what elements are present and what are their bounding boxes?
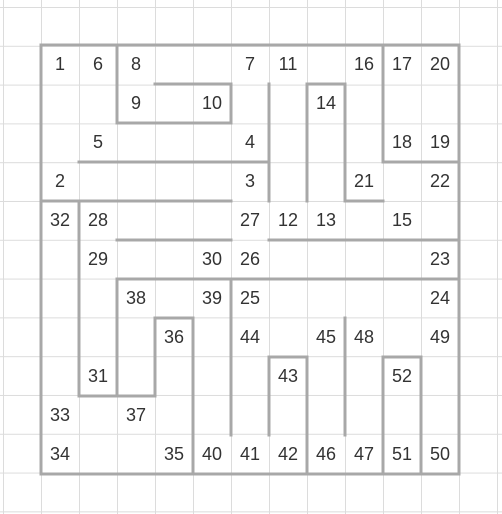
cell-number-5: 5 [92,132,103,152]
cell-number-13: 13 [315,210,337,230]
cell-number-41: 41 [239,444,261,464]
cell-number-30: 30 [201,249,223,269]
cell-number-47: 47 [353,444,375,464]
cell-number-46: 46 [315,444,337,464]
cell-number-1: 1 [54,54,65,74]
cell-number-49: 49 [429,327,451,347]
cell-number-12: 12 [277,210,299,230]
cell-number-26: 26 [239,249,261,269]
cell-number-45: 45 [315,327,337,347]
cell-number-40: 40 [201,444,223,464]
cell-number-21: 21 [353,171,375,191]
cell-number-7: 7 [244,54,255,74]
cell-number-10: 10 [201,93,223,113]
cell-number-50: 50 [429,444,451,464]
cell-number-38: 38 [125,288,147,308]
cell-number-39: 39 [201,288,223,308]
cell-number-11: 11 [278,54,298,74]
cell-number-19: 19 [429,132,451,152]
cell-number-42: 42 [277,444,299,464]
cell-number-3: 3 [244,171,255,191]
cell-number-35: 35 [163,444,185,464]
cell-number-16: 16 [353,54,375,74]
cell-number-48: 48 [353,327,375,347]
cell-number-36: 36 [163,327,185,347]
cell-number-2: 2 [54,171,65,191]
cell-number-22: 22 [429,171,451,191]
cell-number-25: 25 [239,288,261,308]
cell-number-17: 17 [391,54,413,74]
cell-number-8: 8 [130,54,141,74]
cell-number-28: 28 [87,210,109,230]
cell-number-31: 31 [87,366,109,386]
cell-number-27: 27 [239,210,261,230]
cell-number-52: 52 [391,366,413,386]
cell-number-51: 51 [391,444,413,464]
cell-number-29: 29 [87,249,109,269]
cell-number-32: 32 [49,210,71,230]
cell-number-44: 44 [239,327,261,347]
cell-number-9: 9 [130,93,141,113]
cell-number-18: 18 [391,132,413,152]
cell-number-37: 37 [125,405,147,425]
cell-number-33: 33 [49,405,71,425]
cell-number-6: 6 [92,54,103,74]
cell-number-14: 14 [315,93,337,113]
cell-number-34: 34 [49,444,71,464]
cell-number-15: 15 [391,210,413,230]
cell-number-23: 23 [429,249,451,269]
cell-number-20: 20 [429,54,451,74]
cell-number-4: 4 [244,132,255,152]
cell-number-24: 24 [429,288,451,308]
cell-number-43: 43 [277,366,299,386]
